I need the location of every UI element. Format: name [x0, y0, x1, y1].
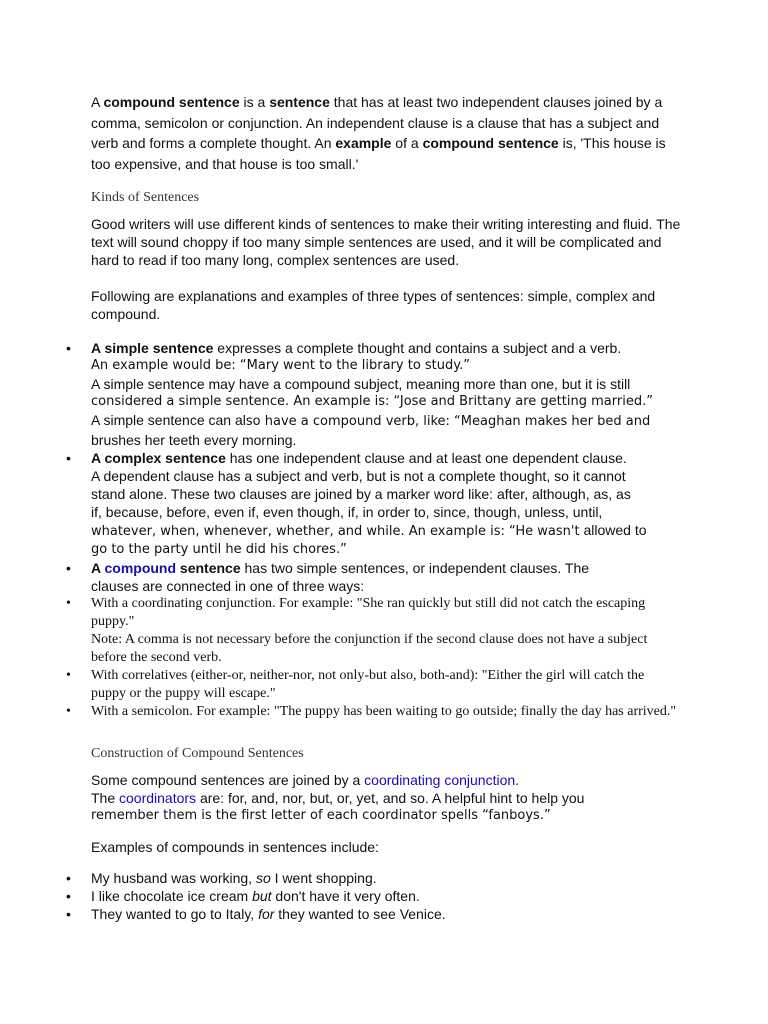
complex-text: has one independent clause and at least one dependent clause.	[225, 450, 627, 466]
intro-bold-term: example	[335, 135, 392, 151]
way-text: With a semicolon. For example: "The puppy has been waiting to go outside; finally the day has arrived."	[91, 704, 677, 719]
sentence-types-list	[0, 339, 681, 721]
list-item	[0, 869, 681, 887]
construction-text: .	[515, 772, 520, 788]
simple-line-6: brushes her teeth every morning.	[91, 432, 297, 448]
example-text: don't have it very often.	[271, 888, 420, 904]
simple-text: so have a compound verb, like: “Meaghan makes her bed and	[245, 414, 651, 429]
bullet-icon: •	[66, 560, 71, 576]
bullet-icon: •	[66, 450, 71, 466]
simple-line-4: considered a simple sentence. An example is: “Jose and Brittany are getting married.”	[91, 394, 653, 409]
bullet-icon: •	[66, 888, 71, 904]
way-text: With correlatives (either-or, neither-nor, not only-but also, both-and): "Either the girl will catch the puppy or the puppy will escape."	[91, 668, 645, 701]
example-conjunction: for	[258, 906, 275, 922]
examples-list	[0, 869, 681, 923]
examples-intro: Examples of compounds in sentences include:	[91, 839, 379, 855]
compound-line-1	[91, 559, 681, 577]
construction-line-3: remember them is the first letter of each coordinator spells “fanboys.”	[91, 808, 551, 823]
bullet-icon: •	[66, 668, 71, 683]
complex-line-5	[91, 521, 681, 541]
compound-term: sentence	[176, 560, 241, 576]
bullet-icon: •	[66, 870, 71, 886]
complex-term: A complex sentence	[91, 450, 226, 466]
example-text: I like chocolate ice cream	[91, 888, 253, 904]
example-text: My husband was working,	[91, 870, 256, 886]
bullet-icon: •	[66, 906, 71, 922]
simple-text: A simple sentence can al	[91, 412, 246, 428]
list-item	[0, 887, 681, 905]
kinds-paragraph-2: Following are explanations and examples of three types of sentences: simple, complex and compound.	[91, 288, 656, 322]
example-text: they wanted to see Venice.	[274, 906, 446, 922]
intro-text: A	[91, 94, 104, 110]
simple-line-5	[91, 411, 681, 431]
coordinating-conjunction-link[interactable]: coordinating conjunction	[364, 772, 516, 788]
compound-text: has two simple sentences, or independent clauses. The	[240, 560, 590, 576]
construction-text: are: for, and, nor, but, or, yet, and so. A helpful hint to help you	[196, 790, 585, 806]
intro-text: of a	[391, 135, 423, 151]
intro-bold-term: sentence	[269, 94, 330, 110]
kinds-paragraph-1: Good writers will use different kinds of sentences to make their writing interesting and fluid. The text will sound choppy if too many simple sentences are used, and it will be complicated and hard to read if too many long, complex sentences are used.	[91, 216, 681, 268]
list-item-way-2	[0, 667, 681, 703]
simple-text: expresses a complete thought and contains a subject and a verb.	[213, 340, 622, 356]
list-item-complex	[0, 449, 681, 559]
simple-line-3: A simple sentence may have a compound subject, meaning more than one, but it is still	[91, 376, 631, 392]
construction-text: The	[91, 790, 120, 806]
construction-line-2	[91, 789, 681, 807]
construction-paragraph	[91, 771, 681, 825]
construction-line-1	[91, 771, 681, 789]
complex-line-3: stand alone. These two clauses are joined by a marker word like: after, although, as, as	[91, 486, 631, 502]
construction-heading: Construction of Compound Sentences	[91, 746, 304, 761]
kinds-heading: Kinds of Sentences	[91, 190, 200, 205]
intro-bold-term: compound sentence	[422, 135, 559, 151]
complex-line-1	[91, 449, 681, 467]
list-item-way-1	[0, 595, 681, 667]
way-text: With a coordinating conjunction. For example: "She ran quickly but still did not catch the escaping puppy."	[91, 596, 646, 629]
complex-text: whatever, when, whenever, whether, and while. An example is: “He wasn't	[91, 524, 580, 539]
bullet-icon: •	[66, 340, 71, 356]
list-item-simple	[0, 339, 681, 449]
list-item-compound	[0, 559, 681, 595]
example-conjunction: so	[255, 870, 271, 886]
simple-line-1	[91, 339, 681, 357]
compound-term: A	[91, 560, 105, 576]
example-text: I went shopping.	[270, 870, 377, 886]
complex-text: allowed to	[579, 522, 647, 538]
coordinators-link[interactable]: coordinators	[119, 790, 197, 806]
intro-paragraph	[91, 92, 681, 174]
complex-line-4: if, because, before, even if, even though, if, in order to, since, though, unless, until,	[91, 504, 603, 520]
example-conjunction: but	[252, 888, 272, 904]
list-item	[0, 905, 681, 923]
way-note: Note: A comma is not necessary before the conjunction if the second clause does not have a subject before the second verb.	[91, 632, 648, 665]
intro-text: is, 'This house is too expensive, and that house is too small.'	[91, 135, 666, 172]
compound-link[interactable]: compound	[104, 560, 177, 576]
intro-text: is a	[239, 94, 270, 110]
simple-line-2: An example would be: “Mary went to the library to study.”	[91, 358, 470, 373]
intro-text: that has at least two independent clauses joined by a comma, semicolon or conjunction. An independent clause is a clause that has a subject and verb and forms a complete thought. An	[91, 94, 663, 151]
intro-bold-term: compound sentence	[103, 94, 240, 110]
example-text: They wanted to go to Italy,	[91, 906, 259, 922]
complex-line-6: go to the party until he did his chores.”	[91, 542, 347, 557]
construction-text: Some compound sentences are joined by a	[91, 772, 365, 788]
complex-line-2: A dependent clause has a subject and verb, but is not a complete thought, so it cannot	[91, 468, 626, 484]
bullet-icon: •	[66, 596, 71, 611]
compound-line-2: clauses are connected in one of three ways:	[91, 578, 365, 594]
simple-term: A simple sentence	[91, 340, 214, 356]
list-item-way-3	[0, 703, 681, 721]
bullet-icon: •	[66, 704, 71, 719]
